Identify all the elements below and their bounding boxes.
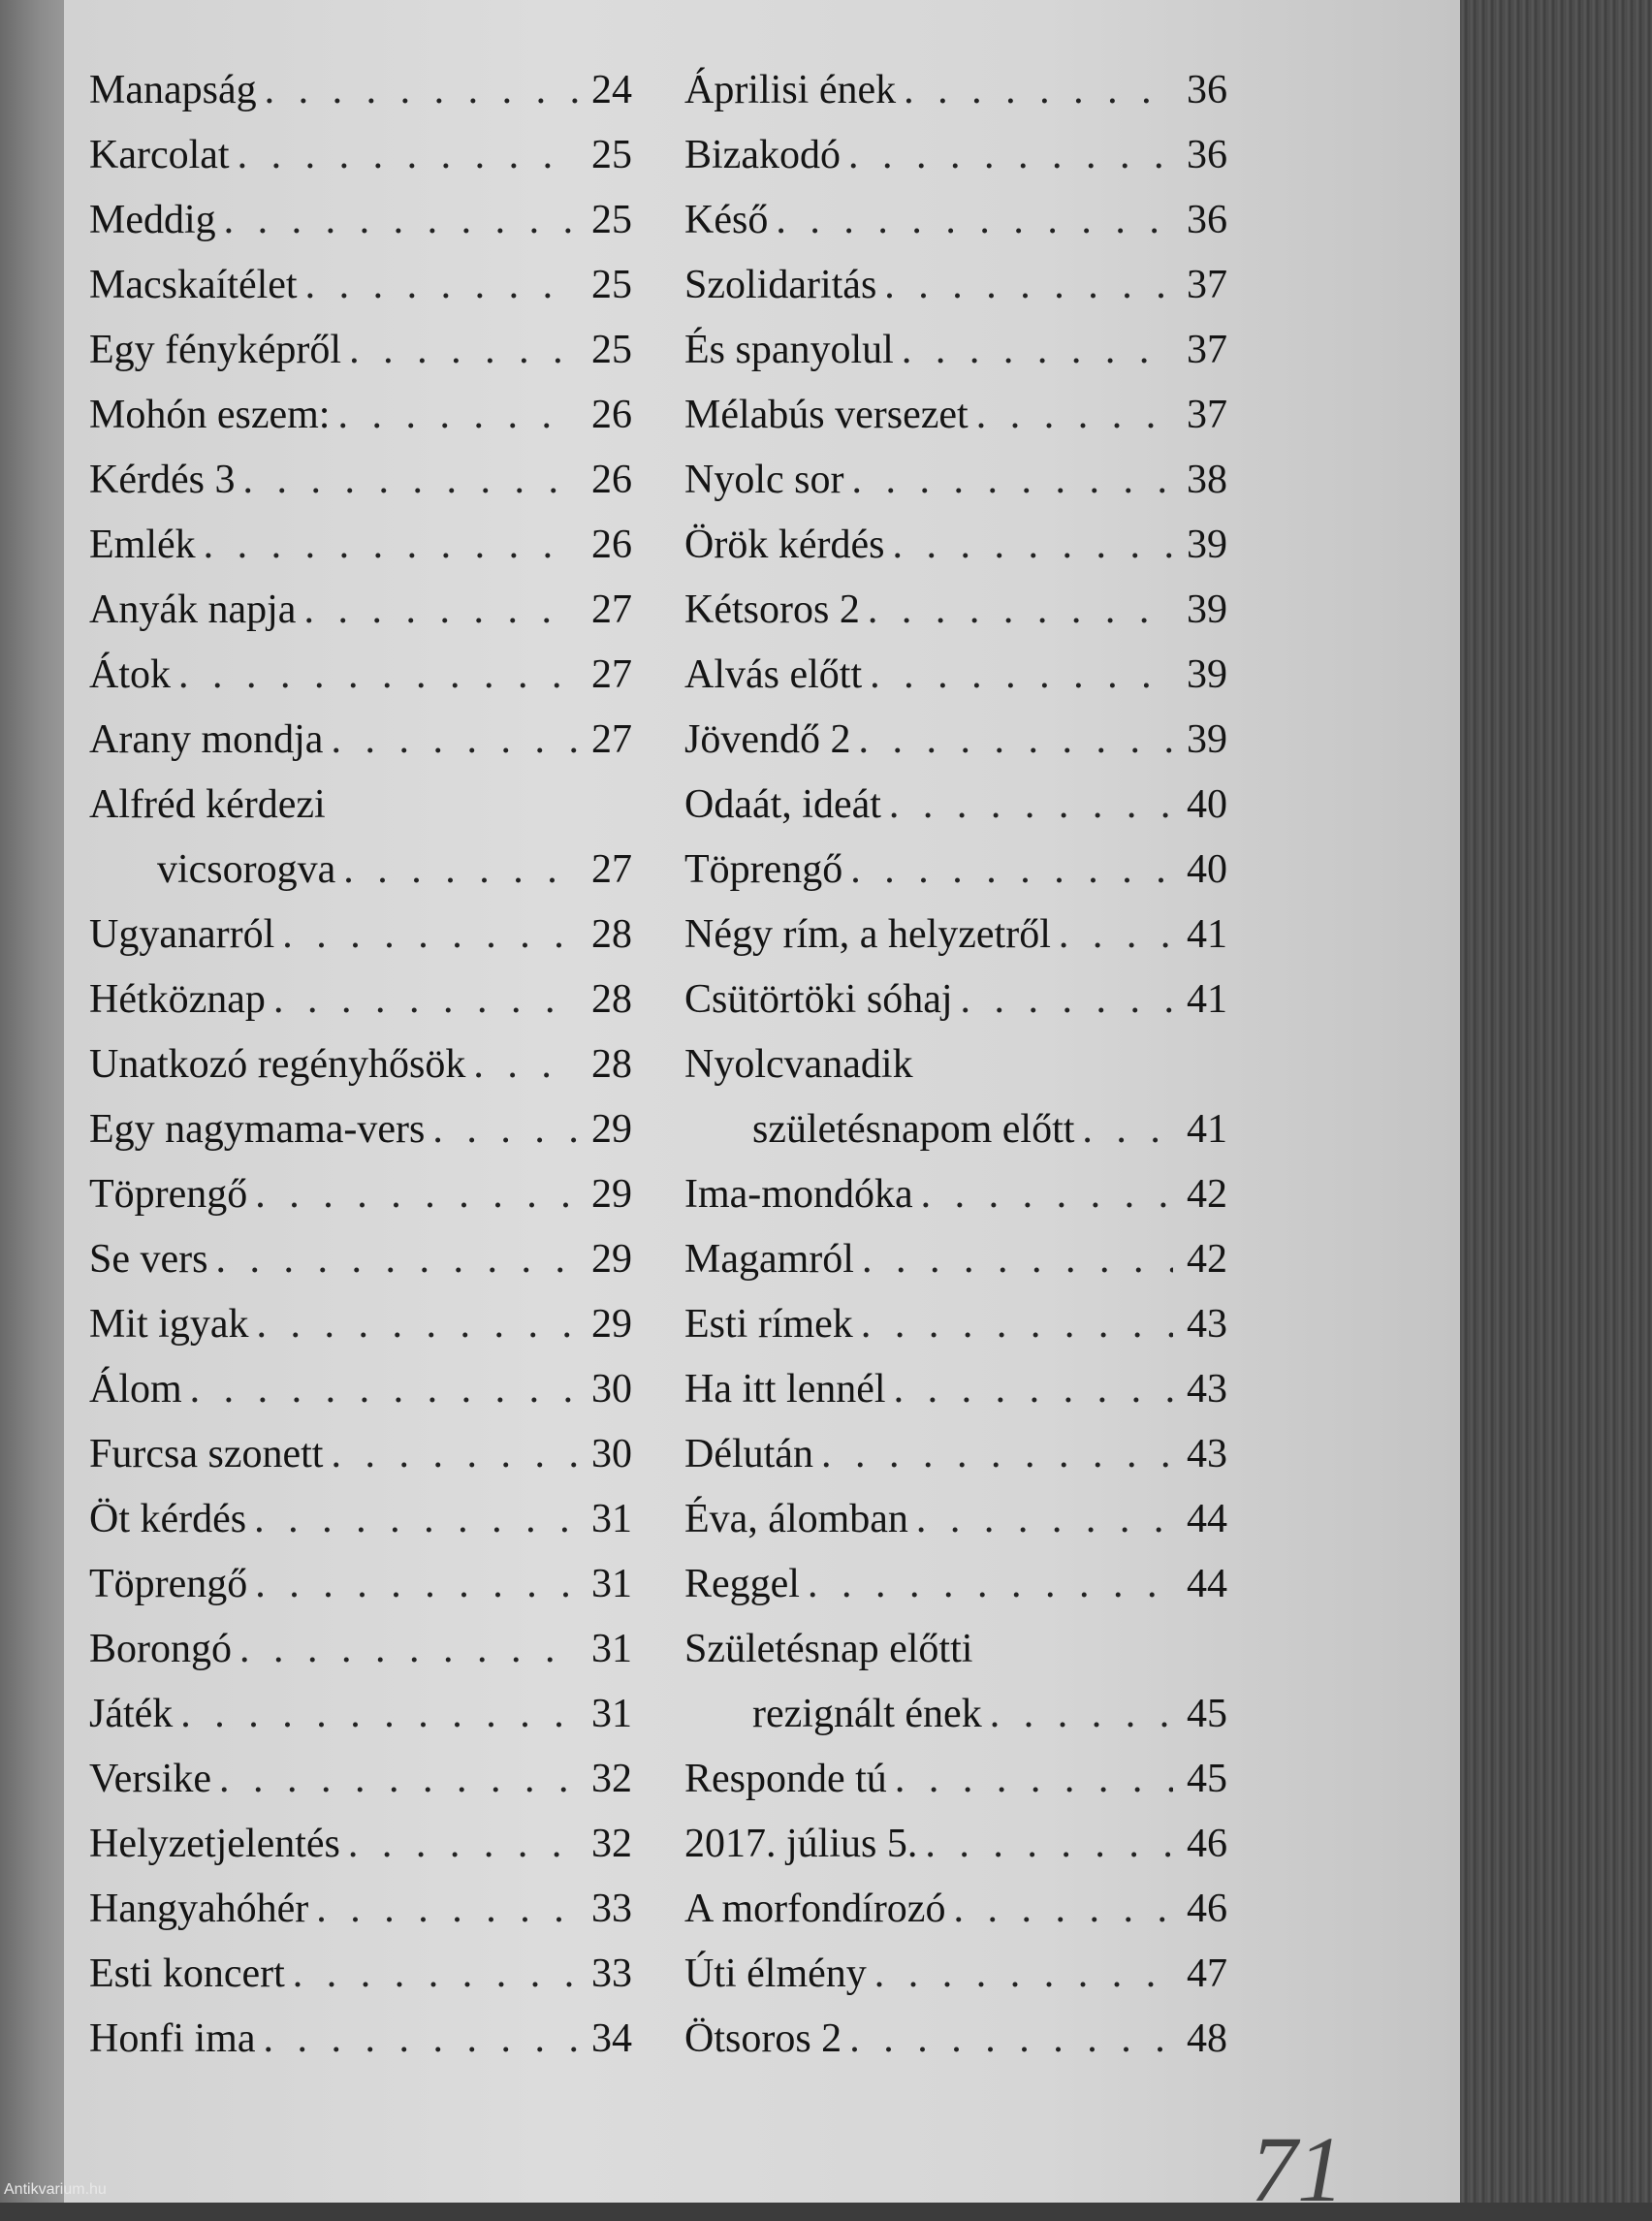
- dot-leader: [242, 448, 578, 513]
- toc-entry: [89, 188, 632, 253]
- toc-entry-title: Nyolc sor: [684, 458, 844, 502]
- dot-leader: [925, 1812, 1173, 1877]
- toc-entry-title: rezignált ének: [752, 1692, 982, 1736]
- toc-entry: [684, 1812, 1227, 1877]
- toc-entry-title: Késő: [684, 198, 769, 242]
- toc-entry-page: 27: [591, 717, 632, 762]
- toc-entry-title: Mohón eszem:: [89, 393, 331, 437]
- toc-entry: [89, 1162, 632, 1227]
- toc-entry-title: Szolidaritás: [684, 263, 877, 307]
- toc-entry-title: Egy nagymama-vers: [89, 1107, 426, 1152]
- toc-entry-title: Áprilisi ének: [684, 68, 897, 112]
- toc-entry-page: 25: [591, 133, 632, 177]
- toc-entry-page: 32: [591, 1757, 632, 1801]
- toc-entry: [684, 1422, 1227, 1487]
- toc-entry-title: Töprengő: [89, 1172, 248, 1217]
- dot-leader: [293, 1942, 578, 2007]
- toc-entry-page: 37: [1187, 263, 1227, 307]
- toc-entry-page: 30: [591, 1367, 632, 1412]
- toc-entry-page: 31: [591, 1627, 632, 1671]
- dot-leader: [921, 1162, 1173, 1227]
- toc-entry: [89, 838, 632, 903]
- dot-leader: [254, 1487, 578, 1552]
- toc-entry: [684, 838, 1227, 903]
- toc-left-column: [89, 58, 632, 2072]
- toc-entry: [89, 2007, 632, 2072]
- toc-entry-title: Meddig: [89, 198, 216, 242]
- toc-entry-title: születésnapom előtt: [752, 1107, 1075, 1152]
- toc-entry-page: 40: [1187, 847, 1227, 892]
- toc-entry-title: Hangyahóhér: [89, 1887, 309, 1931]
- toc-entry-title: Manapság: [89, 68, 257, 112]
- dot-leader: [215, 1227, 578, 1292]
- toc-entry: [89, 1617, 632, 1682]
- dot-leader: [348, 1812, 578, 1877]
- toc-entry-title: Délután: [684, 1432, 813, 1476]
- toc-entry: [684, 1552, 1227, 1617]
- dot-leader: [902, 318, 1173, 383]
- dot-leader: [851, 448, 1173, 513]
- toc-entry: [89, 1032, 632, 1097]
- toc-entry-page: 39: [1187, 587, 1227, 632]
- toc-entry-title: Karcolat: [89, 133, 230, 177]
- toc-entry-page: 26: [591, 523, 632, 567]
- toc-entry-title: Arany mondja: [89, 717, 324, 762]
- dot-leader: [305, 253, 578, 318]
- dot-leader: [224, 188, 578, 253]
- toc-entry-page: 29: [591, 1172, 632, 1217]
- toc-entry-title: Helyzetjelentés: [89, 1822, 340, 1866]
- toc-entry-page: 41: [1187, 912, 1227, 957]
- toc-entry-title: A morfondírozó: [684, 1887, 946, 1931]
- toc-entry-page: 41: [1187, 977, 1227, 1022]
- toc-entry-page: 45: [1187, 1692, 1227, 1736]
- toc-entry-title: Alvás előtt: [684, 652, 863, 697]
- toc-entry: [684, 253, 1227, 318]
- toc-entry-title: Bizakodó: [684, 133, 841, 177]
- toc-entry: [89, 1097, 632, 1162]
- toc-entry: [89, 1877, 632, 1942]
- toc-entry-title: Éva, álomban: [684, 1497, 908, 1541]
- toc-entry-page: 34: [591, 2016, 632, 2061]
- toc-entry: [684, 1877, 1227, 1942]
- dot-leader: [916, 1487, 1173, 1552]
- toc-entry-title: Odaát, ideát: [684, 782, 881, 827]
- dot-leader: [904, 58, 1173, 123]
- toc-entry: [684, 2007, 1227, 2072]
- toc-entry: [89, 253, 632, 318]
- dot-leader: [870, 643, 1173, 708]
- toc-entry-page: 43: [1187, 1367, 1227, 1412]
- book-spine: [1460, 0, 1652, 2203]
- toc-entry: [89, 968, 632, 1032]
- toc-entry-page: 26: [591, 458, 632, 502]
- toc-entry-page: 25: [591, 263, 632, 307]
- toc-entry-title: Esti koncert: [89, 1951, 285, 1996]
- toc-entry-page: 36: [1187, 68, 1227, 112]
- toc-entry-page: 31: [591, 1692, 632, 1736]
- toc-entry: [89, 773, 632, 838]
- dot-leader: [331, 708, 578, 773]
- dot-leader: [190, 1357, 578, 1422]
- dot-leader: [961, 968, 1173, 1032]
- toc-entry-title: Responde tú: [684, 1757, 887, 1801]
- toc-entry-page: 28: [591, 977, 632, 1022]
- toc-entry-page: 41: [1187, 1107, 1227, 1152]
- dot-leader: [889, 773, 1173, 838]
- dot-leader: [255, 1552, 578, 1617]
- toc-entry-page: 27: [591, 847, 632, 892]
- dot-leader: [204, 513, 578, 578]
- toc-entry: [89, 903, 632, 968]
- toc-entry-title: Emlék: [89, 523, 196, 567]
- dot-leader: [894, 1357, 1173, 1422]
- dot-leader: [282, 903, 578, 968]
- dot-leader: [859, 708, 1174, 773]
- toc-entry-page: 39: [1187, 652, 1227, 697]
- toc-entry: [89, 578, 632, 643]
- toc-entry-page: 39: [1187, 717, 1227, 762]
- dot-leader: [895, 1747, 1173, 1812]
- toc-entry-title: És spanyolul: [684, 328, 894, 372]
- toc-entry: [684, 773, 1227, 838]
- toc-entry: [89, 1682, 632, 1747]
- toc-entry-title: Örök kérdés: [684, 523, 885, 567]
- dot-leader: [892, 513, 1173, 578]
- toc-entry-page: 31: [591, 1562, 632, 1606]
- toc-entry: [684, 1292, 1227, 1357]
- toc-entry-page: 24: [591, 68, 632, 112]
- toc-entry-page: 25: [591, 328, 632, 372]
- toc-entry-title: Mit igyak: [89, 1302, 249, 1347]
- dot-leader: [273, 968, 578, 1032]
- toc-entry: [89, 1292, 632, 1357]
- toc-entry: [684, 1097, 1227, 1162]
- toc-entry-title: Unatkozó regényhősök: [89, 1042, 466, 1087]
- toc-entry-page: 27: [591, 652, 632, 697]
- watermark: Antikvarium.hu: [4, 2181, 107, 2198]
- toc-entry-title: Honfi ima: [89, 2016, 256, 2061]
- dot-leader: [848, 123, 1173, 188]
- dot-leader: [1082, 1097, 1173, 1162]
- toc-entry: [684, 1357, 1227, 1422]
- toc-entry-title: Mélabús versezet: [684, 393, 969, 437]
- toc-entry: [684, 383, 1227, 448]
- dot-leader: [990, 1682, 1173, 1747]
- toc-entry-page: 47: [1187, 1951, 1227, 1996]
- dot-leader: [343, 838, 578, 903]
- toc-entry-title: Borongó: [89, 1627, 232, 1671]
- dot-leader: [180, 1682, 578, 1747]
- toc-entry: [89, 448, 632, 513]
- toc-entry-page: 26: [591, 393, 632, 437]
- toc-entry: [684, 58, 1227, 123]
- toc-entry: [89, 1812, 632, 1877]
- toc-entry-page: 30: [591, 1432, 632, 1476]
- toc-entry: [89, 1422, 632, 1487]
- toc-entry-title: Töprengő: [89, 1562, 248, 1606]
- dot-leader: [263, 2007, 578, 2072]
- toc-entry-title: Játék: [89, 1692, 174, 1736]
- toc-entry-page: 28: [591, 912, 632, 957]
- dot-leader: [850, 838, 1173, 903]
- toc-entry-page: 36: [1187, 133, 1227, 177]
- toc-entry-title: Hétköznap: [89, 977, 266, 1022]
- toc-entry-page: 46: [1187, 1822, 1227, 1866]
- toc-entry-page: 44: [1187, 1562, 1227, 1606]
- toc-entry: [684, 1227, 1227, 1292]
- toc-entry-page: 29: [591, 1107, 632, 1152]
- dot-leader: [953, 1877, 1173, 1942]
- toc-entry-page: 25: [591, 198, 632, 242]
- toc-entry-title: Négy rím, a helyzetről: [684, 912, 1051, 957]
- toc-entry: [684, 1487, 1227, 1552]
- toc-entry-page: 43: [1187, 1432, 1227, 1476]
- toc-entry-page: 44: [1187, 1497, 1227, 1541]
- toc-entry-title: Versike: [89, 1757, 211, 1801]
- toc-entry: [684, 123, 1227, 188]
- toc-entry-page: 45: [1187, 1757, 1227, 1801]
- toc-entry-title: Töprengő: [684, 847, 843, 892]
- toc-entry-page: 43: [1187, 1302, 1227, 1347]
- toc-entry: [89, 1942, 632, 2007]
- toc-entry-page: 36: [1187, 198, 1227, 242]
- toc-entry-page: 33: [591, 1951, 632, 1996]
- toc-entry: [684, 1747, 1227, 1812]
- dot-leader: [868, 578, 1173, 643]
- toc-entry-page: 31: [591, 1497, 632, 1541]
- toc-entry: [89, 643, 632, 708]
- toc-entry: [89, 123, 632, 188]
- toc-entry-title: Kétsoros 2: [684, 587, 860, 632]
- dot-leader: [1059, 903, 1173, 968]
- page-number: 71: [1251, 2117, 1344, 2221]
- toc-entry: [684, 188, 1227, 253]
- toc-entry-title: Magamról: [684, 1237, 854, 1282]
- toc-entry-title: Nyolcvanadik: [684, 1042, 913, 1087]
- toc-entry: [684, 708, 1227, 773]
- toc-entry: [684, 318, 1227, 383]
- dot-leader: [821, 1422, 1173, 1487]
- toc-entry-page: 29: [591, 1302, 632, 1347]
- dot-leader: [331, 1422, 578, 1487]
- dot-leader: [303, 578, 578, 643]
- dot-leader: [178, 643, 578, 708]
- toc-entry-page: 27: [591, 587, 632, 632]
- dot-leader: [976, 383, 1173, 448]
- left-page-edge: [0, 0, 68, 2203]
- toc-entry: [89, 58, 632, 123]
- dot-leader: [219, 1747, 578, 1812]
- dot-leader: [874, 1942, 1173, 2007]
- toc-entry-title: Öt kérdés: [89, 1497, 247, 1541]
- toc-entry: [89, 1552, 632, 1617]
- dot-leader: [238, 123, 578, 188]
- toc-entry: [89, 1357, 632, 1422]
- toc-entry-page: 42: [1187, 1237, 1227, 1282]
- toc-entry-title: Ötsoros 2: [684, 2016, 842, 2061]
- dot-leader: [257, 1292, 579, 1357]
- toc-entry: [89, 708, 632, 773]
- toc-entry-page: 33: [591, 1887, 632, 1931]
- toc-entry: [89, 318, 632, 383]
- dot-leader: [239, 1617, 578, 1682]
- toc-entry: [684, 1682, 1227, 1747]
- toc-entry-title: Anyák napja: [89, 587, 297, 632]
- toc-entry-page: 29: [591, 1237, 632, 1282]
- toc-entry-title: Születésnap előtti: [684, 1627, 973, 1671]
- toc-entry-title: Ugyanarról: [89, 912, 275, 957]
- dot-leader: [265, 58, 578, 123]
- toc-entry-title: Egy fényképről: [89, 328, 342, 372]
- toc-entry: [684, 578, 1227, 643]
- toc-entry: [684, 1162, 1227, 1227]
- toc-entry-title: Esti rímek: [684, 1302, 853, 1347]
- toc-entry-page: 32: [591, 1822, 632, 1866]
- toc-entry: [684, 513, 1227, 578]
- toc-entry-title: Csütörtöki sóhaj: [684, 977, 953, 1022]
- toc-entry-title: Macskaítélet: [89, 263, 298, 307]
- dot-leader: [861, 1292, 1173, 1357]
- dot-leader: [808, 1552, 1173, 1617]
- dot-leader: [776, 188, 1173, 253]
- toc-entry-title: vicsorogva: [157, 847, 336, 892]
- toc-entry-page: 48: [1187, 2016, 1227, 2061]
- toc-entry-title: Kérdés 3: [89, 458, 236, 502]
- toc-entry-title: Álom: [89, 1367, 182, 1412]
- toc-entry-title: Ha itt lennél: [684, 1367, 886, 1412]
- toc-entry: [89, 1487, 632, 1552]
- toc-entry: [89, 383, 632, 448]
- dot-leader: [884, 253, 1173, 318]
- toc-entry-title: Furcsa szonett: [89, 1432, 324, 1476]
- toc-entry-page: 37: [1187, 328, 1227, 372]
- dot-leader: [862, 1227, 1173, 1292]
- toc-entry-title: Átok: [89, 652, 171, 697]
- dot-leader: [473, 1032, 578, 1097]
- toc-entry-title: Reggel: [684, 1562, 800, 1606]
- toc-entry-title: Úti élmény: [684, 1951, 867, 1996]
- toc-entry-title: 2017. július 5.: [684, 1822, 918, 1866]
- toc-entry-page: 40: [1187, 782, 1227, 827]
- toc-entry-page: 28: [591, 1042, 632, 1087]
- toc-entry-title: Alfréd kérdezi: [89, 782, 326, 827]
- dot-leader: [349, 318, 578, 383]
- toc-entry: [684, 968, 1227, 1032]
- toc-entry: [684, 1617, 1227, 1682]
- toc-entry-title: Se vers: [89, 1237, 208, 1282]
- toc-entry-title: Jövendő 2: [684, 717, 851, 762]
- toc-entry: [684, 1942, 1227, 2007]
- dot-leader: [255, 1162, 578, 1227]
- dot-leader: [849, 2007, 1173, 2072]
- toc-entry: [89, 1227, 632, 1292]
- toc-entry: [89, 513, 632, 578]
- toc-right-column: [684, 58, 1227, 2072]
- toc-entry-page: 46: [1187, 1887, 1227, 1931]
- toc-entry-title: Ima-mondóka: [684, 1172, 913, 1217]
- toc-entry-page: 42: [1187, 1172, 1227, 1217]
- dot-leader: [316, 1877, 578, 1942]
- toc-entry: [684, 903, 1227, 968]
- toc-entry-page: 38: [1187, 458, 1227, 502]
- toc-entry: [684, 1032, 1227, 1097]
- toc-entry: [684, 643, 1227, 708]
- dot-leader: [432, 1097, 578, 1162]
- toc-entry: [684, 448, 1227, 513]
- dot-leader: [337, 383, 578, 448]
- toc-entry: [89, 1747, 632, 1812]
- toc-entry-page: 37: [1187, 393, 1227, 437]
- toc-entry-page: 39: [1187, 523, 1227, 567]
